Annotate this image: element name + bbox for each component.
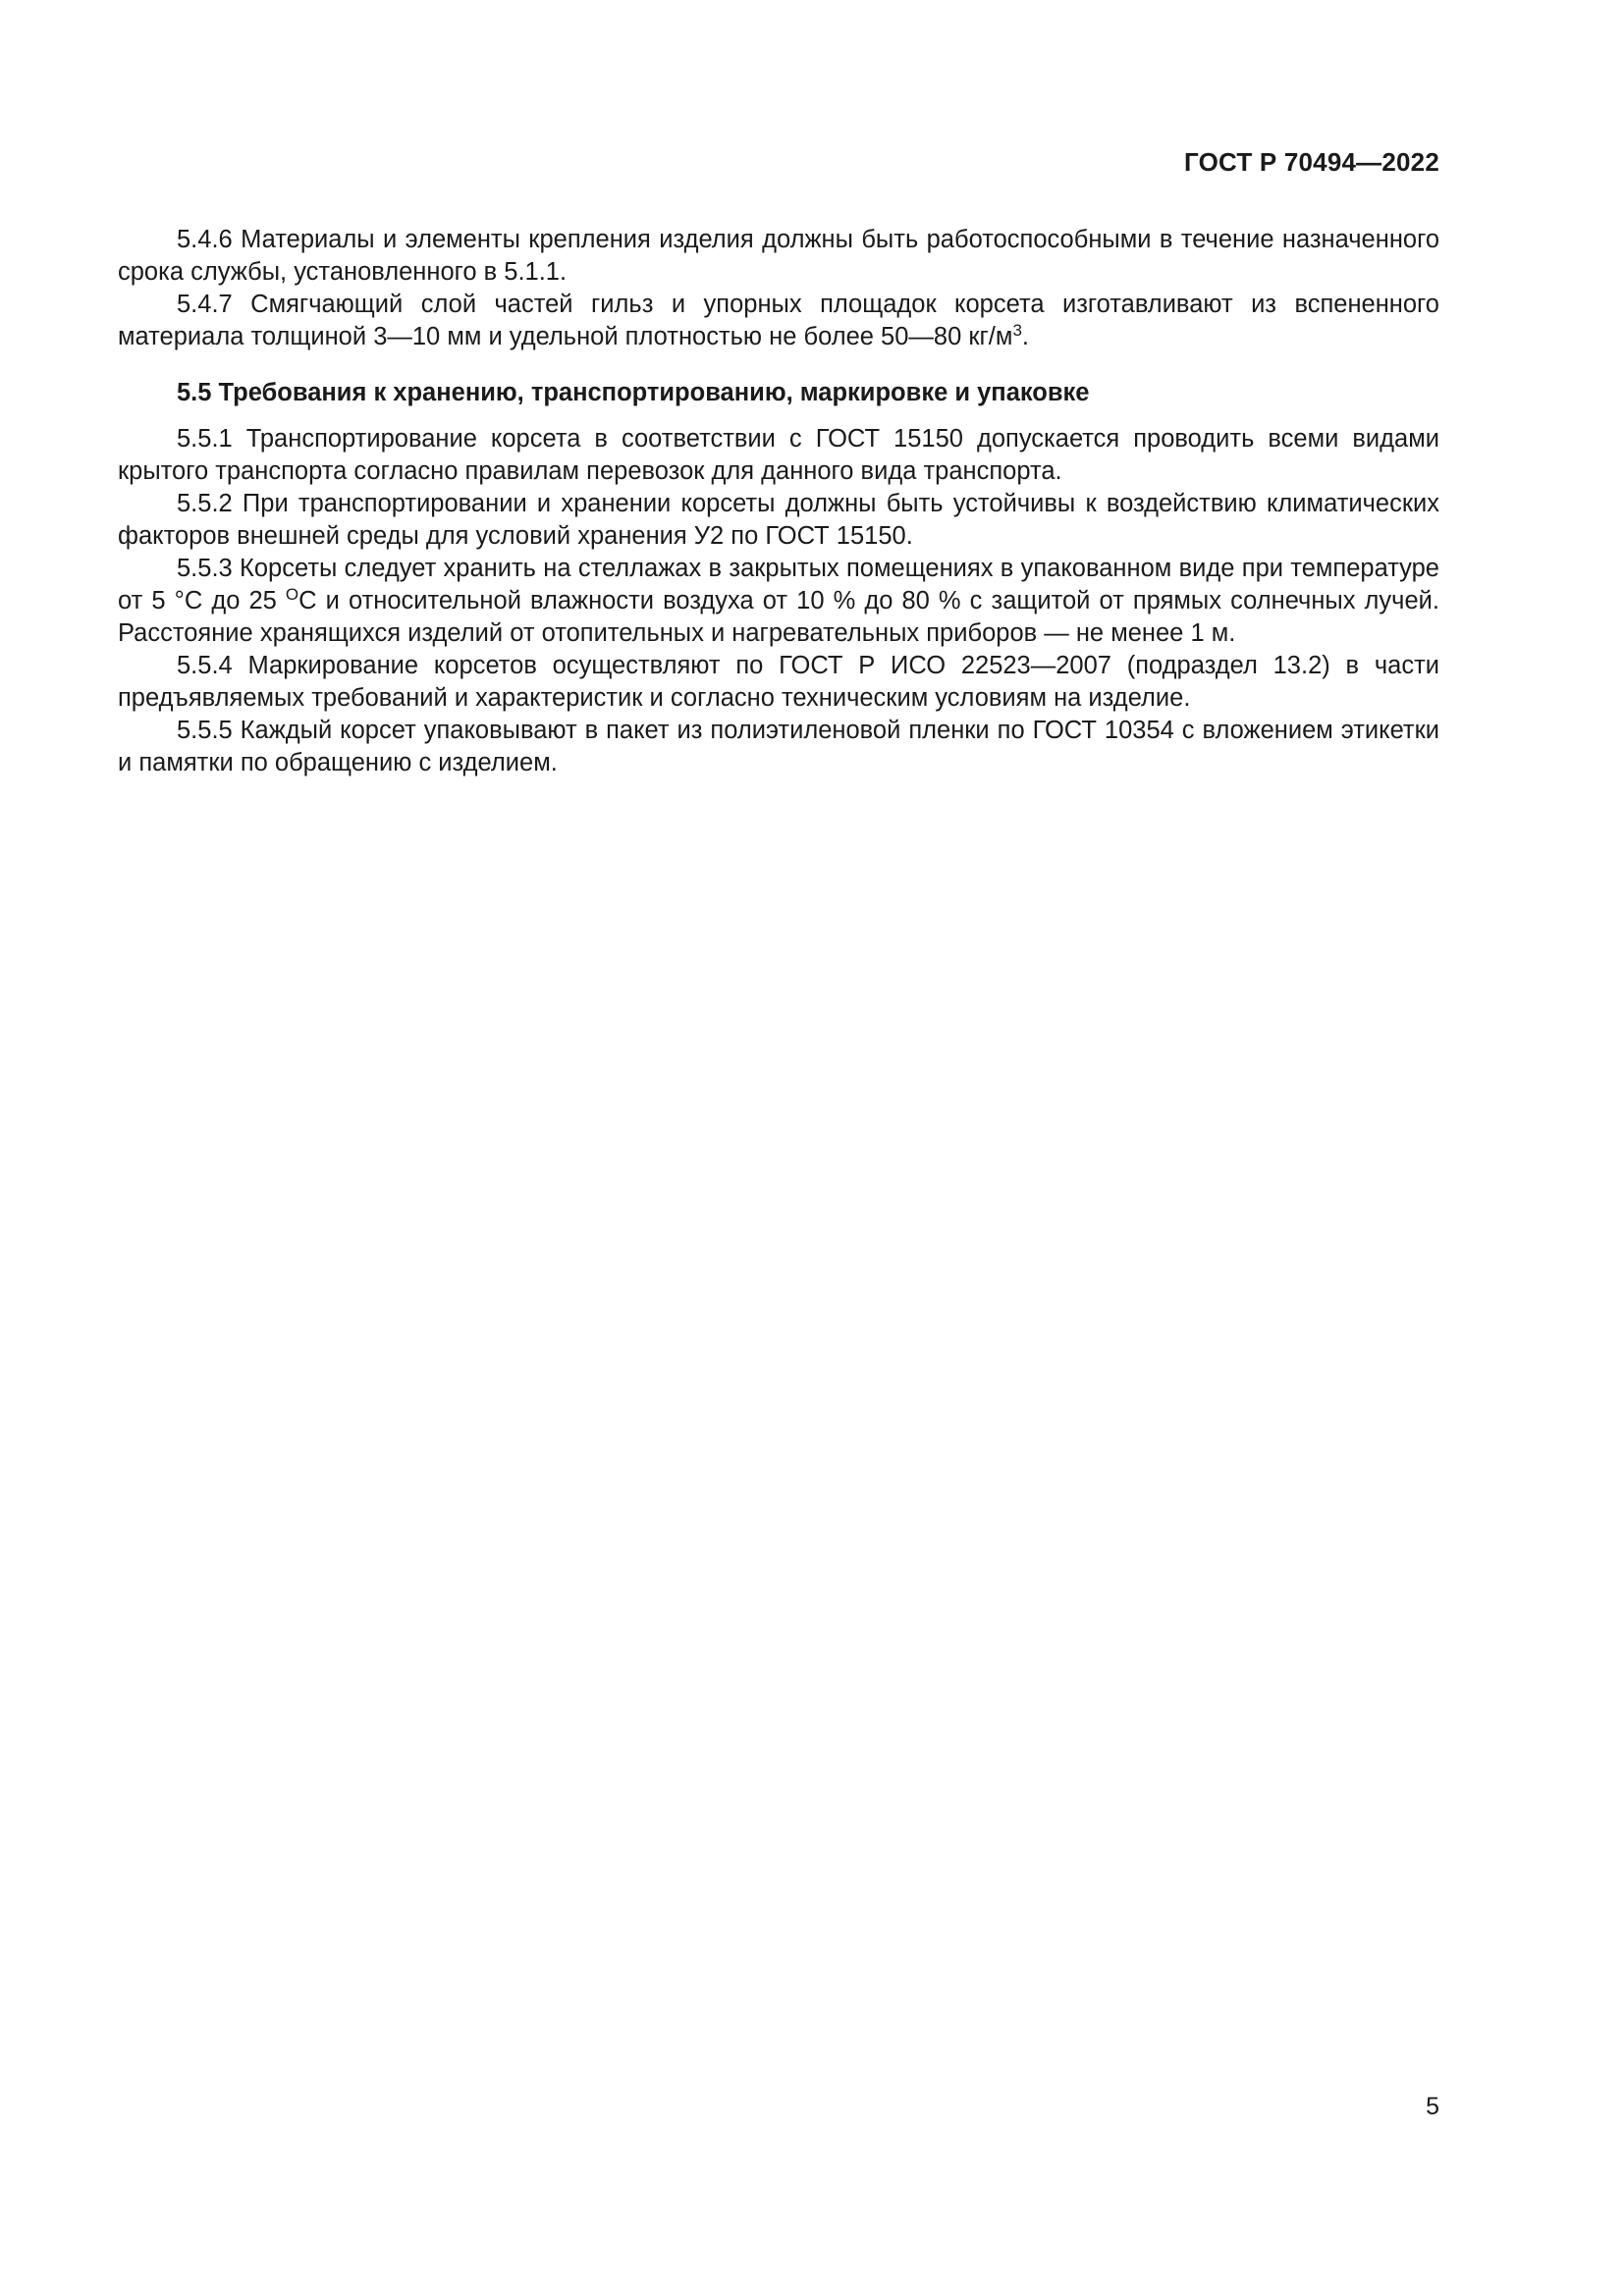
document-code-header: ГОСТ Р 70494—2022 [1184,147,1439,177]
section-title-5-5: 5.5 Требования к хранению, транспортированию, маркировке и упаковке [177,379,1090,406]
superscript-degree: О [285,585,299,604]
paragraph-5-5-1: 5.5.1 Транспортирование корсета в соответствии с ГОСТ 15150 допускается проводить всеми видами крытого транспорта согласно правилам перевозок для данного вида транспорта. [118,425,1439,485]
paragraph-5-4-6: 5.4.6 Материалы и элементы крепления изделия должны быть работоспособными в течение назначенного срока службы, установленного в 5.1.1. [118,226,1439,286]
superscript-cubic: 3 [1012,321,1022,340]
paragraph-5-5-4: 5.5.4 Маркирование корсетов осуществляют по ГОСТ Р ИСО 22523—2007 (подраздел 13.2) в части предъявляемых требований и характеристик и согласно техническим условиям на изделие. [118,652,1439,712]
document-body [118,224,1439,779]
paragraph-5-5-3 [118,553,1439,650]
paragraph-5-5-5: 5.5.5 Каждый корсет упаковывают в пакет из полиэтиленовой пленки по ГОСТ 10354 с вложением этикетки и памятки по обращению с изделием. [118,717,1439,776]
paragraph-5-5-2: 5.5.2 При транспортировании и хранении корсеты должны быть устойчивы к воздействию климатических факторов внешней среды для условий хранения У2 по ГОСТ 15150. [118,490,1439,550]
page-number: 5 [1426,2093,1439,2120]
paragraph-5-4-7-text: 5.4.7 Смягчающий слой частей гильз и упорных площадок корсета изготавливают из вспененного материала толщиной 3—10 мм и удельной плотностью не более 50—80 кг/м [118,291,1439,350]
paragraph-5-5-3-part1: 5.5.3 Корсеты следует хранить на стеллажах в закрытых помещениях в упакованном виде при температуре от 5 °С до 25 [118,555,1439,614]
paragraph-5-4-7-tail: . [1021,323,1029,350]
paragraph-5-4-7 [118,289,1439,353]
paragraph-5-5-3-part2: С и относительной влажности воздуха от 10 % до 80 % с защитой от прямых солнечных лучей. Расстояние хранящихся изделий от отопительных и нагревательных приборов — не менее 1 м. [118,587,1439,647]
